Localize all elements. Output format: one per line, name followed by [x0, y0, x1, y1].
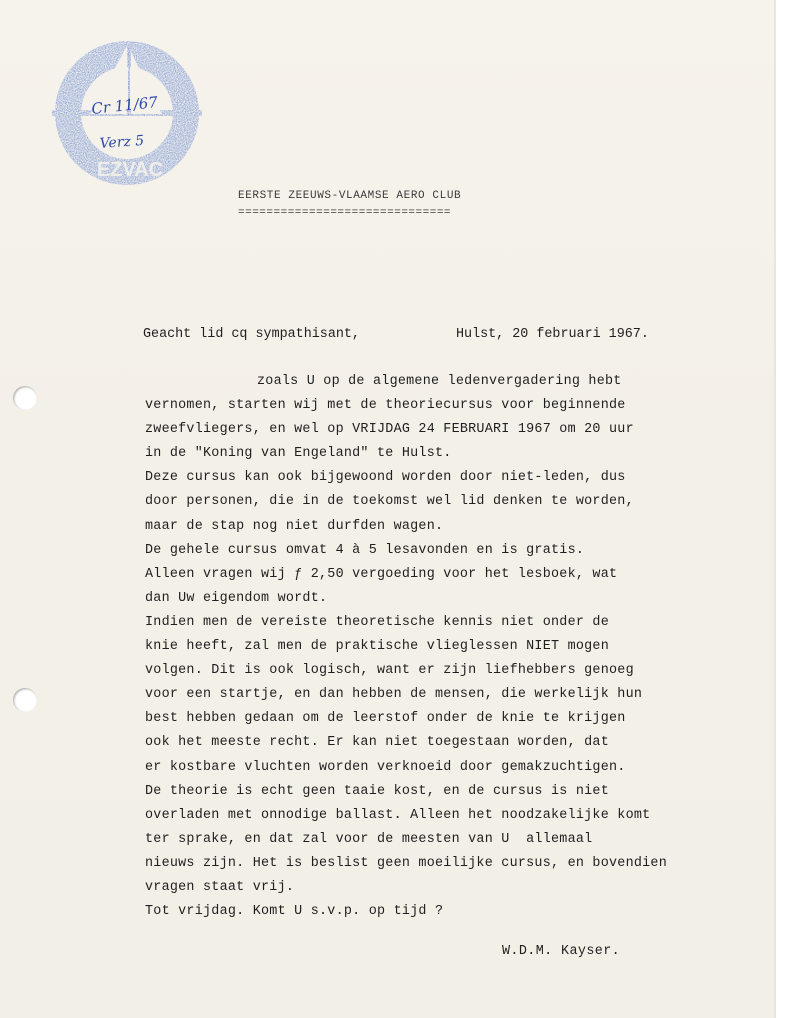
place-date: Hulst, 20 februari 1967.	[456, 327, 649, 342]
club-stamp	[52, 38, 202, 188]
body-line: vragen staat vrij.	[145, 879, 295, 895]
letter-body	[145, 370, 735, 924]
stamp-ring-text: EZVAC	[96, 159, 164, 181]
body-line: door personen, die in de toekomst wel lid denken te worden,	[145, 494, 634, 510]
body-line: dan Uw eigendom wordt.	[145, 590, 328, 606]
stamp-handwriting-1: Cr 11/67	[90, 93, 159, 118]
punch-hole-bottom	[13, 688, 37, 712]
body-line: zweefvliegers, en wel op VRIJDAG 24 FEBRUARI 1967 om 20 uur	[145, 422, 634, 438]
body-line: ter sprake, en dat zal voor de meesten van U allemaal	[145, 831, 593, 847]
punch-hole-top	[13, 386, 37, 410]
scan-margin	[776, 0, 789, 1018]
body-line: De gehele cursus omvat 4 à 5 lesavonden en is gratis.	[145, 542, 585, 558]
body-line: Indien men de vereiste theoretische kennis niet onder de	[145, 614, 609, 630]
body-line: vernomen, starten wij met de theoriecursus voor beginnende	[145, 398, 626, 414]
body-line: er kostbare vluchten worden verknoeid door gemakzuchtigen.	[145, 759, 626, 775]
heading-underline: ==============================	[238, 207, 452, 219]
signature: W.D.M. Kayser.	[502, 944, 621, 959]
body-line: in de "Koning van Engeland" te Hulst.	[145, 446, 452, 462]
club-name-heading: EERSTE ZEEUWS-VLAAMSE AERO CLUB	[238, 190, 462, 202]
body-line: Deze cursus kan ook bijgewoond worden door niet-leden, dus	[145, 470, 626, 486]
body-line: volgen. Dit is ook logisch, want er zijn liefhebbers genoeg	[145, 663, 634, 679]
body-line: De theorie is echt geen taaie kost, en de cursus is niet	[145, 783, 609, 799]
body-line: ook het meeste recht. Er kan niet toegestaan worden, dat	[145, 735, 609, 751]
body-line: Tot vrijdag. Komt U s.v.p. op tijd ?	[145, 904, 444, 920]
body-line: voor een startje, en dan hebben de mensen, die werkelijk hun	[145, 687, 643, 703]
body-line: overladen met onnodige ballast. Alleen het noodzakelijke komt	[145, 807, 651, 823]
body-line: zoals U op de algemene ledenvergadering hebt	[257, 374, 622, 389]
body-line: best hebben gedaan om de leerstof onder de knie te krijgen	[145, 711, 626, 727]
stamp-handwriting-2: Verz 5	[99, 132, 145, 152]
salutation: Geacht lid cq sympathisant,	[143, 327, 360, 342]
body-line: maar de stap nog niet durfden wagen.	[145, 518, 444, 534]
body-line: nieuws zijn. Het is beslist geen moeilijke cursus, en bovendien	[145, 855, 667, 871]
body-line: Alleen vragen wij ƒ 2,50 vergoeding voor het lesboek, wat	[145, 566, 618, 582]
body-line: knie heeft, zal men de praktische vlieglessen NIET mogen	[145, 639, 609, 655]
